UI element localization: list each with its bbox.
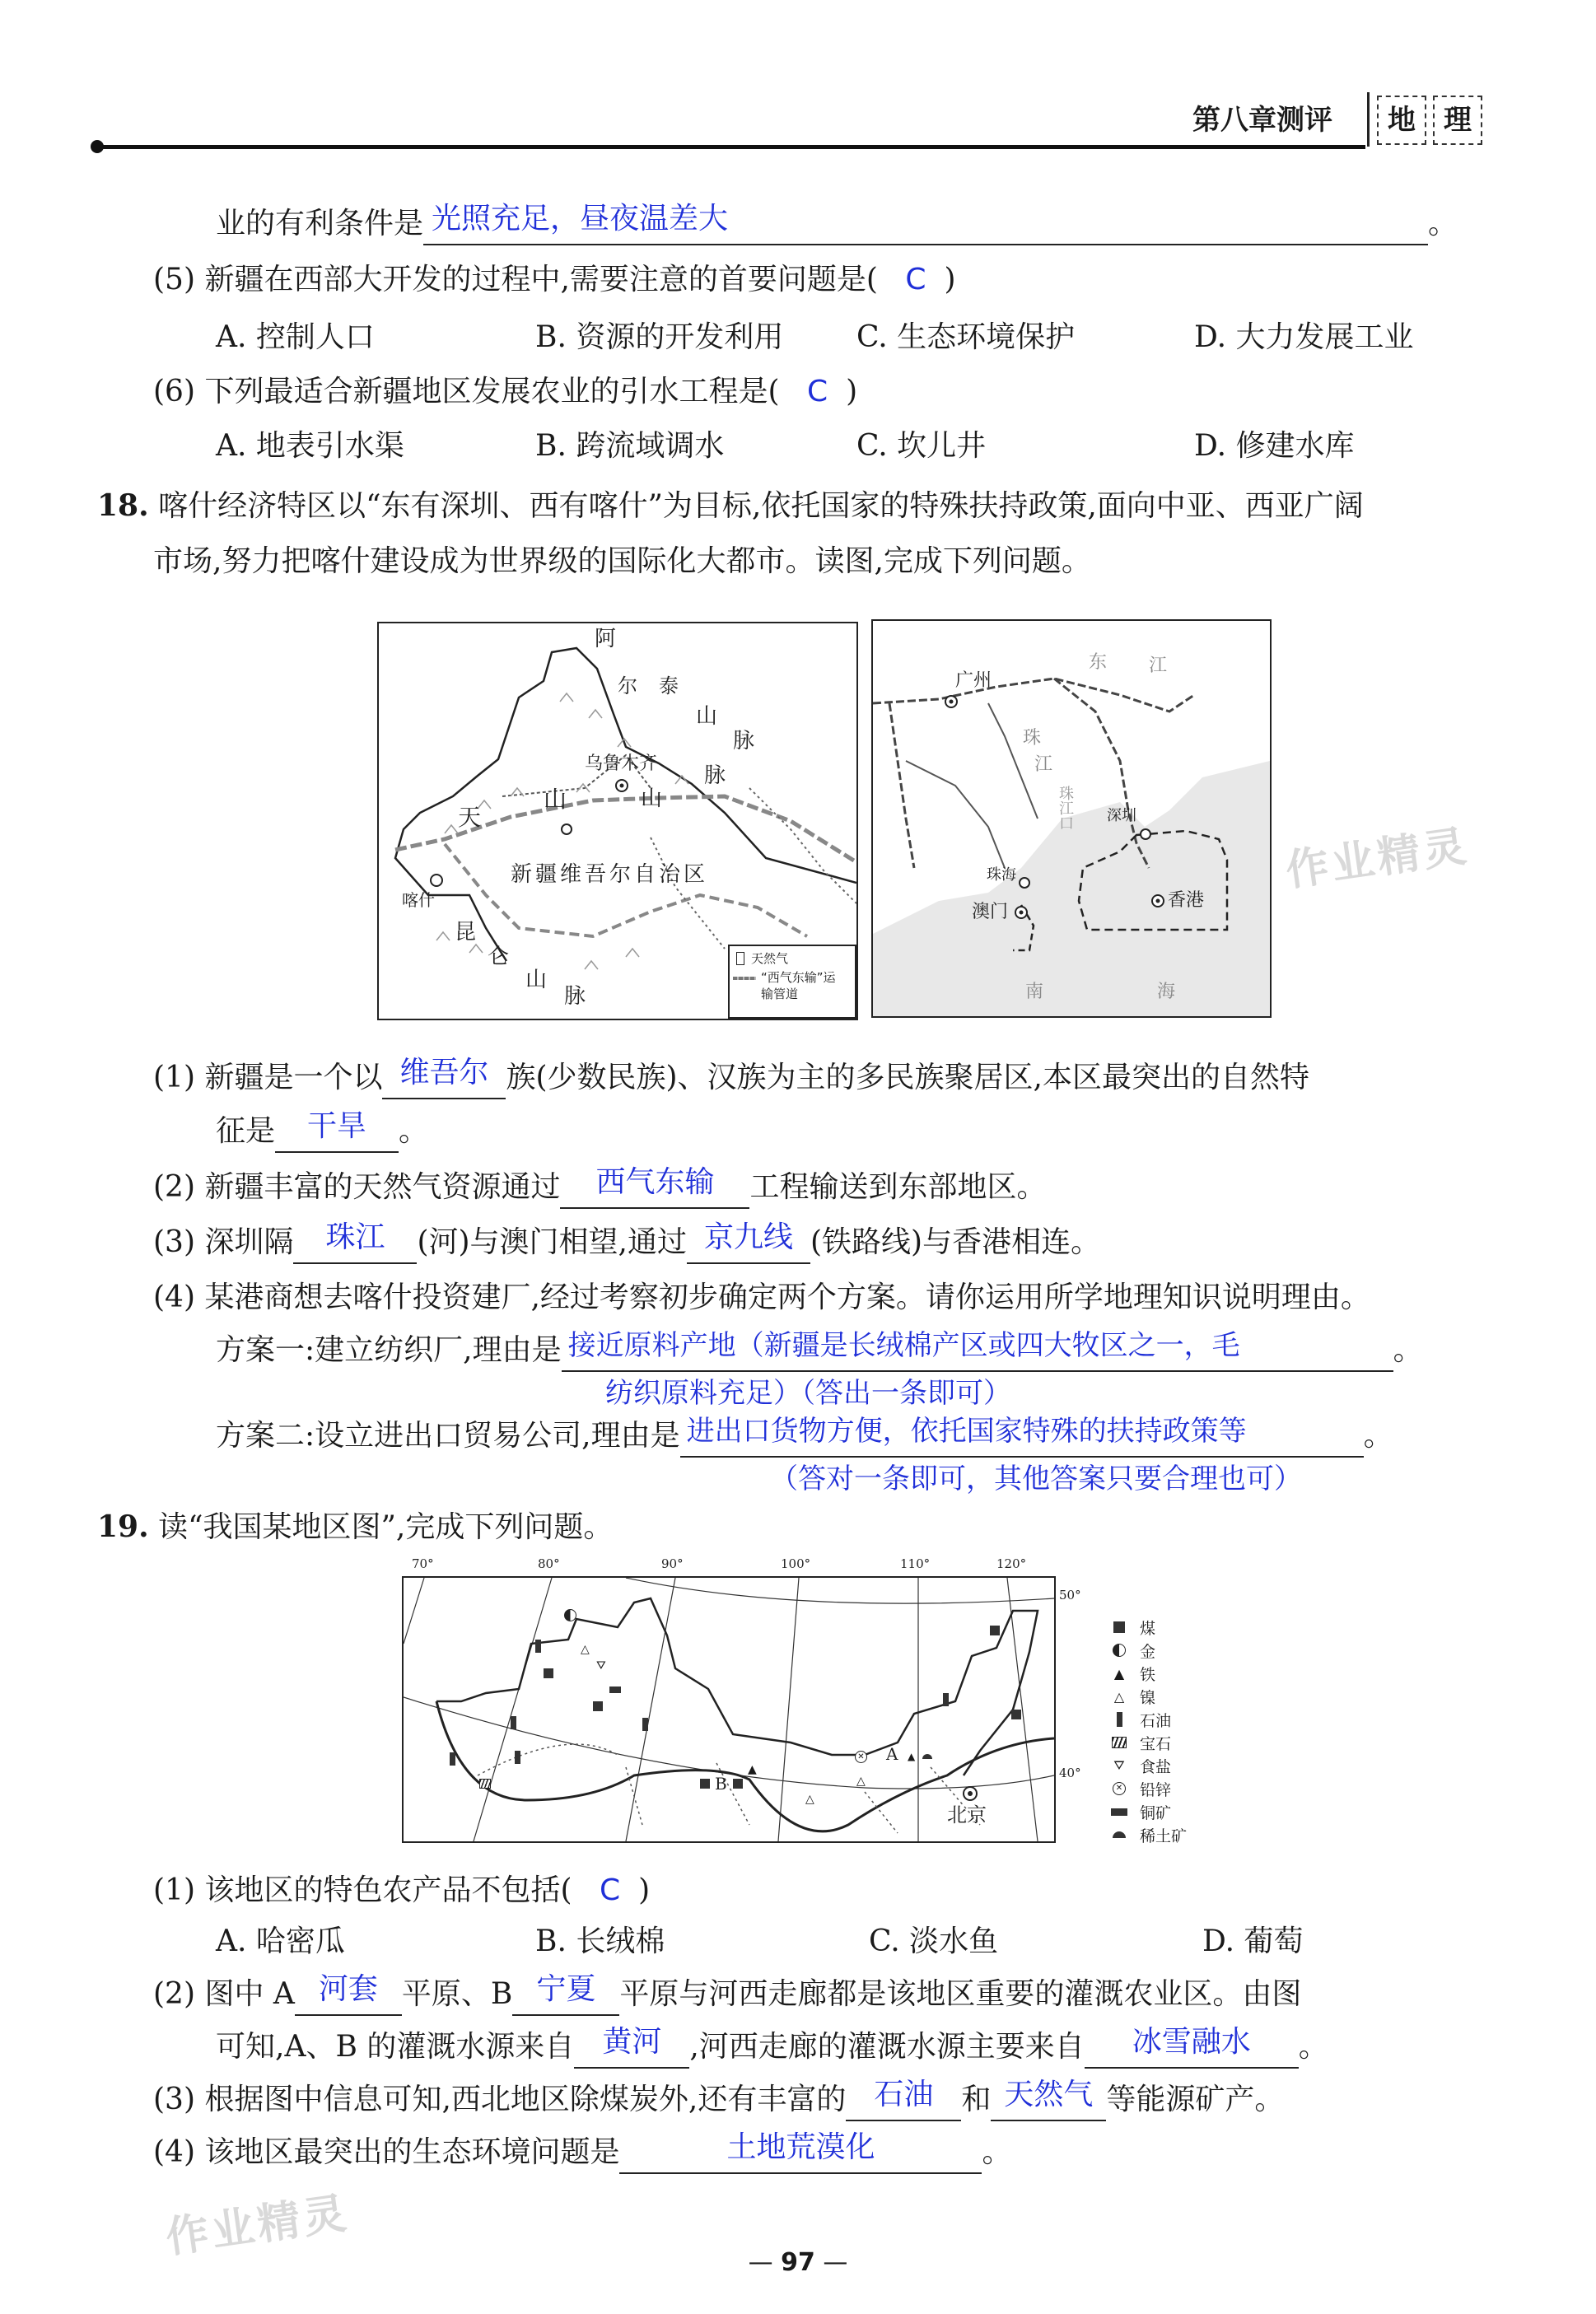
label-macau: 澳门 bbox=[972, 902, 1009, 922]
oil-icon bbox=[511, 1716, 516, 1729]
lat-tick-40: 40° bbox=[1059, 1766, 1081, 1780]
page-number: — 97 — bbox=[748, 2248, 848, 2277]
rare-earth-icon bbox=[922, 1754, 932, 1759]
label-tai: 泰 bbox=[659, 674, 679, 697]
legend-item: ⛛ 食盐 bbox=[1110, 1754, 1187, 1777]
gem-icon bbox=[1110, 1733, 1128, 1752]
q6-option-a: A. 地表引水渠 bbox=[216, 429, 404, 463]
oil-icon bbox=[943, 1693, 949, 1706]
q19-1-option-a: A. 哈密瓜 bbox=[216, 1924, 345, 1958]
legend-item: ✕ 铅锌 bbox=[1110, 1777, 1187, 1800]
river bbox=[906, 761, 1005, 868]
copper-icon bbox=[609, 1687, 621, 1693]
rail-guangzhou-east bbox=[873, 679, 1194, 711]
q5-answer: C bbox=[905, 263, 926, 296]
label-er: 尔 bbox=[618, 674, 637, 697]
q18-1-line1: (1) 新疆是一个以 维吾尔 族(少数民族)、汉族为主的多民族聚居区,本区最突出的自然特 bbox=[153, 1058, 1309, 1099]
q19-2-blank-c bbox=[574, 2027, 689, 2069]
lon-tick-110: 110° bbox=[900, 1556, 931, 1571]
lon-tick-70: 70° bbox=[412, 1556, 434, 1571]
label-guangzhou: 广州 bbox=[955, 670, 992, 691]
label-kun: 昆 bbox=[455, 920, 477, 945]
answer-text: 接近原料产地（新疆是长绒棉产区或四大牧区之一，毛 bbox=[567, 1329, 1240, 1362]
oil-icon bbox=[642, 1718, 648, 1731]
q18-4-plan1-answer-cont: 纺织原料充足）（答出一条即可） bbox=[605, 1377, 1011, 1410]
label-zhujiangkou: 珠江口 bbox=[1057, 786, 1074, 830]
q6-answer: C bbox=[806, 375, 828, 408]
coal-icon bbox=[1110, 1618, 1128, 1636]
label-shan3: 山 bbox=[544, 786, 567, 813]
urumqi-marker-dot bbox=[620, 784, 624, 788]
label-lun: 仑 bbox=[488, 945, 510, 969]
q18-4-line: (4) 某港商想去喀什投资建厂,经过考察初步确定两个方案。请你运用所学地理知识说明理由。 bbox=[153, 1281, 1370, 1314]
lead-zinc-icon: ✕ bbox=[855, 1751, 867, 1763]
northwest-map bbox=[402, 1558, 1225, 1863]
q18-1-blank-1 bbox=[382, 1058, 506, 1099]
mineral-legend bbox=[1110, 1616, 1187, 1846]
answer-text: 干旱 bbox=[307, 1109, 367, 1143]
oil-icon bbox=[535, 1640, 541, 1653]
label-region: 新疆维吾尔自治区 bbox=[511, 862, 709, 887]
q5-option-c: C. 生态环境保护 bbox=[856, 320, 1076, 354]
q5-option-b: B. 资源的开发利用 bbox=[535, 320, 784, 354]
q18-3-blank-2 bbox=[687, 1220, 810, 1264]
watermark: 作业精灵 bbox=[162, 2188, 352, 2264]
answer-text: 京九线 bbox=[704, 1220, 794, 1254]
answer-text: 宁夏 bbox=[536, 1972, 596, 2006]
shenzhen-marker bbox=[1141, 829, 1150, 839]
gas-well-icon bbox=[736, 952, 744, 965]
lon-tick-120: 120° bbox=[996, 1556, 1027, 1571]
answer-text: 黄河 bbox=[602, 2025, 662, 2059]
salt-icon: ⛛ bbox=[1113, 1757, 1125, 1773]
legend-item: 煤 bbox=[1110, 1616, 1187, 1639]
q18-4-plan2-blank bbox=[680, 1416, 1364, 1458]
q18-stem-line1: 18. 喀什经济特区以“东有深圳、西有喀什”为目标,依托国家的特殊扶持政策,面向中亚、西亚广阔 bbox=[97, 488, 1364, 523]
xinjiang-legend: 天然气 “西气东输”运输管道 bbox=[728, 945, 856, 1019]
coal-icon bbox=[990, 1626, 1000, 1635]
label-shan2: 山 bbox=[641, 786, 663, 811]
legend-item: 铜矿 bbox=[1110, 1800, 1187, 1823]
q19-2-blank-a bbox=[295, 1972, 402, 2016]
answer-text: 天然气 bbox=[1004, 2078, 1094, 2111]
province-border bbox=[651, 837, 725, 949]
q18-1-line2: 征是 干旱 。 bbox=[216, 1112, 428, 1153]
label-urumqi: 乌鲁木齐 bbox=[585, 753, 658, 774]
subject-char-di: 地 bbox=[1377, 96, 1426, 145]
q19-1-option-d: D. 葡萄 bbox=[1202, 1924, 1304, 1958]
subject-char-li: 理 bbox=[1433, 96, 1482, 145]
question-number: 19. bbox=[97, 1509, 149, 1544]
q18-2-blank bbox=[560, 1165, 749, 1209]
q19-3-line: (3) 根据图中信息可知,西北地区除煤炭外,还有丰富的 石油 和 天然气 等能源矿产。 bbox=[153, 2080, 1284, 2121]
coal-icon bbox=[593, 1701, 603, 1711]
q18-stem-line2: 市场,努力把喀什建设成为世界级的国际化大都市。读图,完成下列问题。 bbox=[153, 544, 1091, 578]
page-header bbox=[0, 0, 1596, 165]
prd-map bbox=[871, 619, 1272, 1018]
header-rule bbox=[97, 145, 1365, 149]
q19-1-option-b: B. 长绒棉 bbox=[535, 1924, 665, 1958]
watermark: 作业精灵 bbox=[1282, 821, 1472, 897]
answer-text: 土地荒漠化 bbox=[726, 2130, 875, 2164]
q18-4-plan2: 方案二:设立进出口贸易公司,理由是 进出口货物方便，依托国家特殊的扶持政策等 。 bbox=[216, 1416, 1393, 1458]
salt-icon: ⛛ bbox=[596, 1659, 606, 1673]
lon-tick-80: 80° bbox=[538, 1556, 560, 1571]
q5-option-a: A. 控制人口 bbox=[216, 320, 375, 354]
q18-4-plan2-note: （答对一条即可，其他答案只要合理也可） bbox=[770, 1463, 1302, 1495]
label-zhu: 珠 bbox=[1023, 728, 1042, 749]
label-B: B bbox=[715, 1774, 727, 1794]
kashgar-marker bbox=[431, 875, 442, 886]
answer-text: 冰雪融水 bbox=[1132, 2025, 1251, 2059]
nickel-icon: △ bbox=[1113, 1688, 1125, 1705]
oil-icon bbox=[1110, 1710, 1128, 1729]
copper-icon bbox=[1110, 1803, 1128, 1821]
q19-2-line2: 可知,A、B 的灌溉水源来自 黄河 ,河西走廊的灌溉水源主要来自 冰雪融水 。 bbox=[216, 2027, 1328, 2069]
nickel-icon: △ bbox=[581, 1643, 590, 1656]
legend-item: △ 镍 bbox=[1110, 1685, 1187, 1708]
label-jiang: 江 bbox=[1149, 655, 1168, 676]
q6-option-c: C. 坎儿井 bbox=[856, 429, 987, 463]
label-mai1: 脉 bbox=[733, 729, 755, 753]
question-number: 18. bbox=[97, 488, 149, 523]
label-beijing: 北京 bbox=[947, 1803, 987, 1826]
town-marker bbox=[562, 824, 572, 834]
answer-text: 西气东输 bbox=[595, 1165, 715, 1199]
q6-stem: (6) 下列最适合新疆地区发展农业的引水工程是( C ) bbox=[153, 375, 858, 408]
gem-icon bbox=[479, 1779, 491, 1789]
q19-1-option-c: C. 淡水鱼 bbox=[869, 1924, 999, 1958]
q18-4-plan1: 方案一:建立纺织厂,理由是 接近原料产地（新疆是长绒棉产区或四大牧区之一，毛 。 bbox=[216, 1331, 1423, 1372]
legend-item: 宝石 bbox=[1110, 1731, 1187, 1754]
mineral-markers bbox=[404, 1578, 1054, 1841]
answer-text: 进出口货物方便，依托国家特殊的扶持政策等 bbox=[686, 1415, 1247, 1448]
answer-text: 珠江 bbox=[325, 1220, 385, 1254]
q6-option-d: D. 修建水库 bbox=[1194, 429, 1355, 463]
oil-icon bbox=[515, 1751, 520, 1764]
q5-option-d: D. 大力发展工业 bbox=[1194, 320, 1414, 354]
q19-1-answer: C bbox=[599, 1873, 621, 1907]
q19-2-blank-b bbox=[512, 1972, 619, 2016]
q19-stem: 19. 读“我国某地区图”,完成下列问题。 bbox=[97, 1509, 614, 1544]
q18-2-line: (2) 新疆丰富的天然气资源通过 西气东输 工程输送到东部地区。 bbox=[153, 1168, 1046, 1209]
label-tian: 天 bbox=[458, 804, 482, 831]
label-hai: 海 bbox=[1157, 982, 1176, 1002]
gold-icon bbox=[564, 1609, 576, 1621]
oil-icon bbox=[450, 1752, 455, 1766]
rail-west bbox=[889, 703, 914, 868]
coal-icon bbox=[544, 1668, 553, 1678]
label-zhuhai: 珠海 bbox=[987, 866, 1016, 884]
label-hongkong: 香港 bbox=[1168, 890, 1205, 911]
lon-tick-90: 90° bbox=[661, 1556, 684, 1571]
q18-3-line: (3) 深圳隔 珠江 (河)与澳门相望,通过 京九线 (铁路线)与香港相连。 bbox=[153, 1223, 1100, 1264]
river-zhujiang bbox=[988, 703, 1038, 819]
coal-icon bbox=[1011, 1710, 1021, 1719]
xinjiang-map bbox=[377, 622, 858, 1020]
pipeline-line bbox=[445, 844, 807, 936]
iron-icon: ▲ bbox=[748, 1763, 757, 1776]
answer-text: 石油 bbox=[874, 2078, 934, 2111]
nickel-icon: △ bbox=[805, 1793, 814, 1806]
q19-1-stem: (1) 该地区的特色农产品不包括( C ) bbox=[153, 1873, 651, 1907]
pipeline-icon bbox=[733, 977, 756, 980]
q17-cont-blank bbox=[423, 204, 1428, 245]
answer-text: 维吾尔 bbox=[399, 1056, 489, 1089]
salt-icon: △ bbox=[856, 1775, 866, 1788]
northwest-map-frame bbox=[402, 1576, 1056, 1843]
iron-icon: ▲ bbox=[908, 1751, 916, 1762]
q19-3-blank-1 bbox=[846, 2080, 961, 2121]
label-jiang2: 江 bbox=[1034, 754, 1053, 775]
lead-zinc-icon: ✕ bbox=[1110, 1780, 1128, 1798]
q19-4-line: (4) 该地区最突出的生态环境问题是 土地荒漠化 。 bbox=[153, 2133, 1011, 2174]
legend-item: 石油 bbox=[1110, 1708, 1187, 1731]
q18-1-blank-2 bbox=[275, 1109, 399, 1153]
coal-icon bbox=[700, 1779, 710, 1789]
q19-3-blank-2 bbox=[991, 2080, 1106, 2121]
label-A: A bbox=[886, 1744, 898, 1764]
chapter-title: 第八章测评 bbox=[1192, 104, 1332, 137]
lon-tick-100: 100° bbox=[781, 1556, 811, 1571]
q18-4-plan1-blank bbox=[562, 1331, 1393, 1372]
coal-icon bbox=[733, 1779, 743, 1789]
lat-tick-50: 50° bbox=[1059, 1588, 1081, 1603]
label-dong: 东 bbox=[1089, 652, 1108, 673]
zhuhai-marker bbox=[1020, 878, 1029, 888]
label-mai2: 脉 bbox=[704, 763, 726, 788]
label-a: 阿 bbox=[595, 627, 617, 651]
answer-text: 光照充足，昼夜温差大 bbox=[432, 202, 729, 236]
label-shan1: 山 bbox=[696, 704, 718, 729]
q5-stem: (5) 新疆在西部大开发的过程中,需要注意的首要问题是( C ) bbox=[153, 263, 956, 296]
label-shenzhen: 深圳 bbox=[1107, 807, 1136, 824]
q6-option-b: B. 跨流域调水 bbox=[535, 429, 725, 463]
q19-4-blank bbox=[619, 2130, 982, 2174]
province-border bbox=[749, 788, 856, 903]
iron-icon: ▲ bbox=[1113, 1665, 1125, 1682]
legend-item: 金 bbox=[1110, 1639, 1187, 1662]
q19-2-blank-d bbox=[1085, 2027, 1299, 2069]
q19-2-line1: (2) 图中 A 河套 平原、B 宁夏 平原与河西走廊都是该地区重要的灌溉农业区。由图 bbox=[153, 1975, 1301, 2016]
answer-text: 河套 bbox=[318, 1972, 378, 2006]
label-nan: 南 bbox=[1025, 982, 1044, 1002]
gold-icon bbox=[1110, 1641, 1128, 1659]
header-rule-dot bbox=[91, 140, 104, 153]
legend-item: ▲ 铁 bbox=[1110, 1662, 1187, 1685]
q18-3-blank-1 bbox=[293, 1220, 417, 1264]
header-divider-vertical bbox=[1367, 92, 1370, 147]
q17-cont-line: 业的有利条件是 光照充足，昼夜温差大 。 bbox=[216, 204, 1458, 245]
label-mai4: 脉 bbox=[564, 984, 586, 1009]
label-kashgar: 喀什 bbox=[402, 890, 435, 910]
legend-item: 稀土矿 bbox=[1110, 1823, 1187, 1846]
rare-earth-icon bbox=[1110, 1826, 1128, 1844]
label-shan4: 山 bbox=[525, 968, 548, 992]
